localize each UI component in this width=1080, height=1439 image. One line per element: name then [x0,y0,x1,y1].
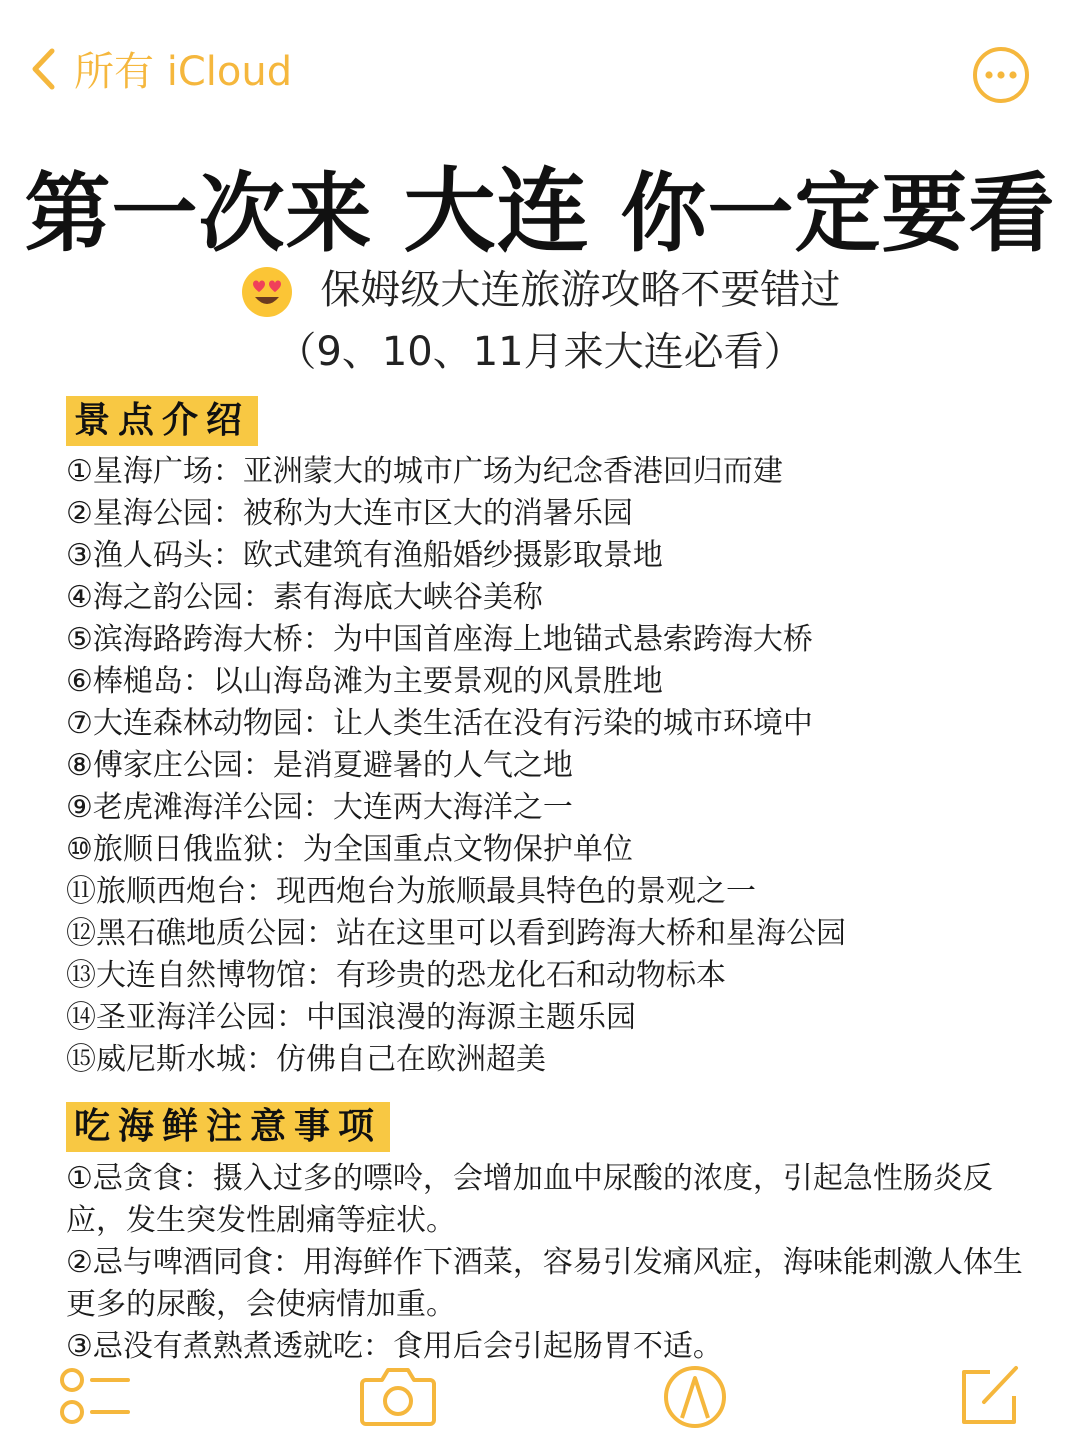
compose-icon[interactable] [956,1362,1022,1428]
section-heading-seafood: 吃海鲜注意事项 [66,1102,390,1152]
page-title [0,138,1080,270]
subtitle-months: （9、10、11月来大连必看） [276,329,804,375]
section-heading-attractions: 景点介绍 [66,396,258,446]
title-part1: 第一次来 [24,164,373,264]
list-item: ③忌没有煮熟煮透就吃：食用后会引起肠胃不适。 [66,1329,723,1364]
heart-eyes-emoji-icon [240,265,294,319]
list-item: ⑩旅顺日俄监狱：为全国重点文物保护单位 [66,832,633,867]
list-item: ⑥棒槌岛：以山海岛滩为主要景观的风景胜地 [66,664,663,699]
subtitle-line [0,258,1080,319]
list-item: ②星海公园：被称为大连市区大的消暑乐园 [66,496,633,531]
markup-pen-icon[interactable] [662,1364,728,1430]
list-item: ③渔人码头：欧式建筑有渔船婚纱摄影取景地 [66,538,663,573]
list-item: ①忌贪食：摄入过多的嘌呤，会增加血中尿酸的浓度，引起急性肠炎反应，发生突发性剧痛等症状。 [66,1161,993,1238]
list-item: ⑮威尼斯水城：仿佛自己在欧洲超美 [66,1042,546,1077]
list-item: ⑤滨海路跨海大桥：为中国首座海上地锚式悬索跨海大桥 [66,622,813,657]
list-item: ⑦大连森林动物园：让人类生活在没有污染的城市环境中 [66,706,813,741]
more-options-icon[interactable] [972,46,1030,104]
list-item: ⑧傅家庄公园：是消夏避暑的人气之地 [66,748,573,783]
list-item: ⑨老虎滩海洋公园：大连两大海洋之一 [66,790,573,825]
camera-icon[interactable] [358,1364,438,1426]
list-item: ④海之韵公园：素有海底大峡谷美称 [66,580,543,615]
list-item: ②忌与啤酒同食：用海鲜作下酒菜，容易引发痛风症，海味能刺激人体生更多的尿酸，会使病情加重。 [66,1245,1023,1322]
title-highlight: 大连 [403,158,590,265]
seafood-notes-list [66,1158,1026,1368]
list-item: ⑪旅顺西炮台：现西炮台为旅顺最具特色的景观之一 [66,874,756,909]
list-item: ⑭圣亚海洋公园：中国浪漫的海源主题乐园 [66,1000,636,1035]
back-button[interactable] [30,40,292,97]
chevron-left-icon [30,47,56,91]
subtitle-text: 保姆级大连旅游攻略不要错过 [320,267,841,313]
navigation-bar [0,0,1080,130]
back-label: 所有 iCloud [74,49,293,95]
checklist-icon[interactable] [58,1366,130,1426]
list-item: ⑫黑石礁地质公园：站在这里可以看到跨海大桥和星海公园 [66,916,846,951]
bottom-toolbar [0,1362,1080,1439]
list-item: ①星海广场：亚洲蒙大的城市广场为纪念香港回归而建 [66,454,783,489]
list-item: ⑬大连自然博物馆：有珍贵的恐龙化石和动物标本 [66,958,726,993]
attractions-list [66,451,846,1081]
title-part2: 你一定要看 [620,164,1056,264]
